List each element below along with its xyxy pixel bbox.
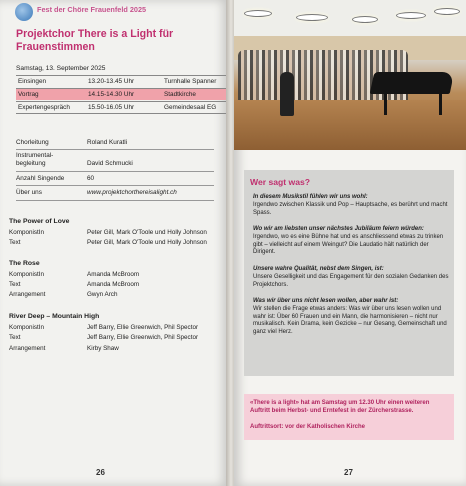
song-value: Amanda McBroom <box>87 281 140 288</box>
song-value: Gwyn Arch <box>87 291 118 298</box>
info-label: begleitung <box>16 160 46 167</box>
song-value: Peter Gill, Mark O'Toole und Holly Johnson <box>87 229 207 236</box>
info-instrumental <box>16 152 226 170</box>
interview-box <box>244 170 454 376</box>
song-value: Peter Gill, Mark O'Toole und Holly Johnson <box>87 239 207 246</box>
schedule-place: Turnhalle Spanner <box>164 78 217 85</box>
info-label: Über uns <box>16 189 42 196</box>
piano-leg <box>439 93 442 115</box>
schedule-row-highlighted <box>16 88 226 100</box>
page-number: 26 <box>96 468 105 477</box>
song-title: The Power of Love <box>9 218 70 225</box>
song-label: Text <box>9 334 21 341</box>
schedule-place: Gemeindesaal EG <box>164 104 217 111</box>
left-page <box>0 0 229 486</box>
divider <box>16 200 214 201</box>
schedule-time: 13.20-13.45 Uhr <box>88 78 135 85</box>
page-header: Fest der Chöre Frauenfeld 2025 <box>37 5 147 14</box>
ceiling-lamp <box>352 16 378 23</box>
song-label: KomponistIn <box>9 229 45 236</box>
performance-notice <box>244 394 454 440</box>
song-value: Kirby Shaw <box>87 345 119 352</box>
interview-question: In diesem Musikstil fühlen wir uns wohl: <box>253 194 368 200</box>
divider <box>16 149 214 150</box>
song-title: The Rose <box>9 260 40 267</box>
info-value: 60 <box>87 175 95 182</box>
notice-text: «There is a light» hat am Samstag um 12.30 Uhr einen weiteren Auftritt beim Herbst- und Erntefest in der Zürcherstrasse. <box>250 400 430 414</box>
schedule-label: Expertengespräch <box>18 104 70 111</box>
song-label: KomponistIn <box>9 271 45 278</box>
info-label: Anzahl Singende <box>16 175 65 182</box>
song-label: Text <box>9 281 21 288</box>
interview-answer: Irgendwo, wo es eine Bühne hat und es anschliessend etwas zu trinken gibt – vielleicht auf einem Weingut? Die Laudatio hält natürlich der Dirigent. <box>253 234 444 256</box>
interview-question: Unsere wahre Qualität, nebst dem Singen, ist: <box>253 266 384 272</box>
page-number: 27 <box>344 468 353 477</box>
schedule-label: Einsingen <box>18 78 47 85</box>
song-label: Arrangement <box>9 345 46 352</box>
song-value: Amanda McBroom <box>87 271 140 278</box>
divider <box>16 185 214 186</box>
schedule-time: 14.15-14.30 Uhr <box>88 91 135 98</box>
song-value: Jeff Barry, Ellie Greenwich, Phil Spector <box>87 334 199 341</box>
ceiling-lamp <box>396 12 426 19</box>
info-label: Chorleitung <box>16 139 49 146</box>
info-label: Instrumental- <box>16 152 54 159</box>
ceiling-lamp <box>244 10 272 17</box>
interview-question: Was wir über uns nicht lesen wollen, aber wahr ist: <box>253 298 399 304</box>
choir-photo <box>234 0 466 150</box>
choir-title: Projektchor There is a Light für Frauenstimmen <box>16 28 174 53</box>
divider <box>16 171 214 172</box>
interview-answer: Wir stellen die Frage etwas anders: Was wir über uns lesen wollen und wahr ist: Über 60 Frauen und ein Mann, die harmonisieren – nicht nur musikalisch. Kein Drama, kein Gezicke – nur Gesang, Gemeinschaft und ganz viel Herz. <box>253 306 447 335</box>
interview-title: Wer sagt was? <box>250 177 311 187</box>
interview-answer: Unsere Geselligkeit und das Engagement für den sozialen Gedanken des Projektchors. <box>253 274 449 288</box>
piano-leg <box>384 93 387 115</box>
conductor-figure <box>280 72 294 116</box>
info-value: Roland Kuratli <box>87 139 128 146</box>
photo-floor <box>234 100 466 150</box>
song-label: Text <box>9 239 21 246</box>
schedule-row <box>16 101 226 114</box>
ceiling-lamp <box>434 8 460 15</box>
photo-ceiling <box>234 0 466 36</box>
notice-location: Auftrittsort: vor der Katholischen Kirche <box>250 424 366 430</box>
info-value: David Schmucki <box>87 160 133 167</box>
song-title: River Deep – Mountain High <box>9 313 100 320</box>
song-label: Arrangement <box>9 291 46 298</box>
ceiling-lamp <box>296 14 328 21</box>
grand-piano <box>370 72 455 94</box>
schedule-row <box>16 75 226 87</box>
performance-date: Samstag, 13. September 2025 <box>16 65 106 72</box>
interview-answer: Irgendwo zwischen Klassik und Pop – Hauptsache, es berührt und macht Spass. <box>253 202 448 216</box>
song-label: KomponistIn <box>9 324 45 331</box>
song-value: Jeff Barry, Ellie Greenwich, Phil Spector <box>87 324 199 331</box>
interview-question: Wo wir am liebsten unser nächstes Jubiläum feiern würden: <box>253 226 424 232</box>
schedule-label: Vortrag <box>18 91 39 98</box>
website-link[interactable]: www.projektchorthereisalight.ch <box>87 189 177 196</box>
festival-logo-icon <box>15 3 33 21</box>
schedule-time: 15.50-16.05 Uhr <box>88 104 135 111</box>
schedule-place: Stadtkirche <box>164 91 196 98</box>
right-page <box>234 0 466 486</box>
